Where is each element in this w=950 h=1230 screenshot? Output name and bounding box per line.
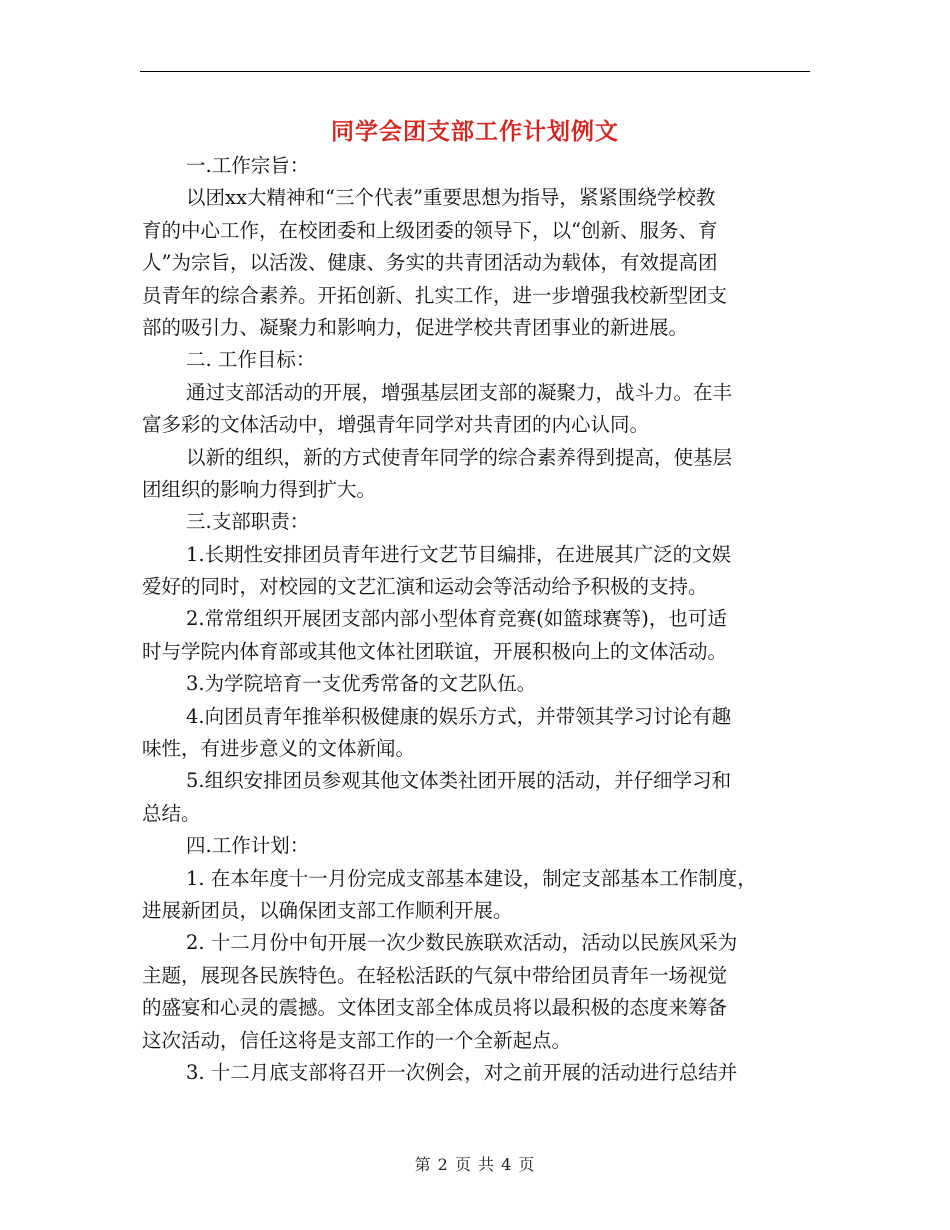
text-line: 以新的组织，新的方式使青年同学的综合素养得到提高，使基层 bbox=[186, 445, 733, 469]
text-line: 时与学院内体育部或其他文体社团联谊，开展积极向上的文体活动。 bbox=[142, 639, 728, 663]
text-line: 主题，展现各民族特色。在轻松活跃的气氛中带给团员青年一场视觉 bbox=[142, 963, 728, 987]
text-line: 部的吸引力、凝聚力和影响力，促进学校共青团事业的新进展。 bbox=[142, 315, 689, 339]
text-line: 这次活动，信任这将是支部工作的一个全新起点。 bbox=[142, 1028, 572, 1052]
text-line: 以团xx大精神和“三个代表”重要思想为指导，紧紧围绕学校教 bbox=[186, 186, 716, 210]
text-line: 2.常常组织开展团支部内部小型体育竞赛(如篮球赛等)，也可适 bbox=[186, 607, 727, 631]
text-line: 总结。 bbox=[142, 801, 201, 825]
page-number: 第 2 页 共 4 页 bbox=[414, 1155, 536, 1174]
text-line: 味性，有进步意义的文体新闻。 bbox=[142, 737, 416, 761]
text-line: 1. 在本年度十一月份完成支部基本建设，制定支部基本工作制度， bbox=[186, 866, 757, 890]
text-line: 四.工作计划： bbox=[186, 834, 310, 858]
text-line: 通过支部活动的开展，增强基层团支部的凝聚力，战斗力。在丰 bbox=[186, 380, 733, 404]
text-line: 二. 工作目标： bbox=[186, 348, 316, 372]
text-line: 3.为学院培育一支优秀常备的文艺队伍。 bbox=[186, 672, 537, 696]
document-body bbox=[142, 150, 812, 1089]
text-line: 4.向团员青年推举积极健康的娱乐方式，并带领其学习讨论有趣 bbox=[186, 704, 732, 728]
text-line: 员青年的综合素养。开拓创新、扎实工作，进一步增强我校新型团支 bbox=[142, 283, 728, 307]
text-line: 育的中心工作，在校团委和上级团委的领导下，以“创新、服务、育 bbox=[142, 218, 718, 242]
text-line: 1.长期性安排团员青年进行文艺节目编排，在进展其广泛的文娱 bbox=[186, 542, 732, 566]
text-line: 三.支部职责： bbox=[186, 510, 310, 534]
text-line: 的盛宴和心灵的震撼。文体团支部全体成员将以最积极的态度来筹备 bbox=[142, 996, 728, 1020]
document-title: 同学会团支部工作计划例文 bbox=[331, 119, 619, 145]
text-line: 人”为宗旨，以活泼、健康、务实的共青团活动为载体，有效提高团 bbox=[142, 251, 718, 275]
text-line: 进展新团员，以确保团支部工作顺利开展。 bbox=[142, 898, 513, 922]
text-line: 富多彩的文体活动中，增强青年同学对共青团的内心认同。 bbox=[142, 413, 650, 437]
text-line: 3. 十二月底支部将召开一次例会，对之前开展的活动进行总结并 bbox=[186, 1060, 738, 1084]
text-line: 爱好的同时，对校园的文艺汇演和运动会等活动给予积极的支持。 bbox=[142, 575, 708, 599]
text-line: 2. 十二月份中旬开展一次少数民族联欢活动，活动以民族风采为 bbox=[186, 931, 738, 955]
text-line: 团组织的影响力得到扩大。 bbox=[142, 477, 377, 501]
header-rule bbox=[140, 71, 810, 72]
text-line: 5.组织安排团员参观其他文体类社团开展的活动，并仔细学习和 bbox=[186, 769, 732, 793]
text-line: 一.工作宗旨： bbox=[186, 154, 310, 177]
